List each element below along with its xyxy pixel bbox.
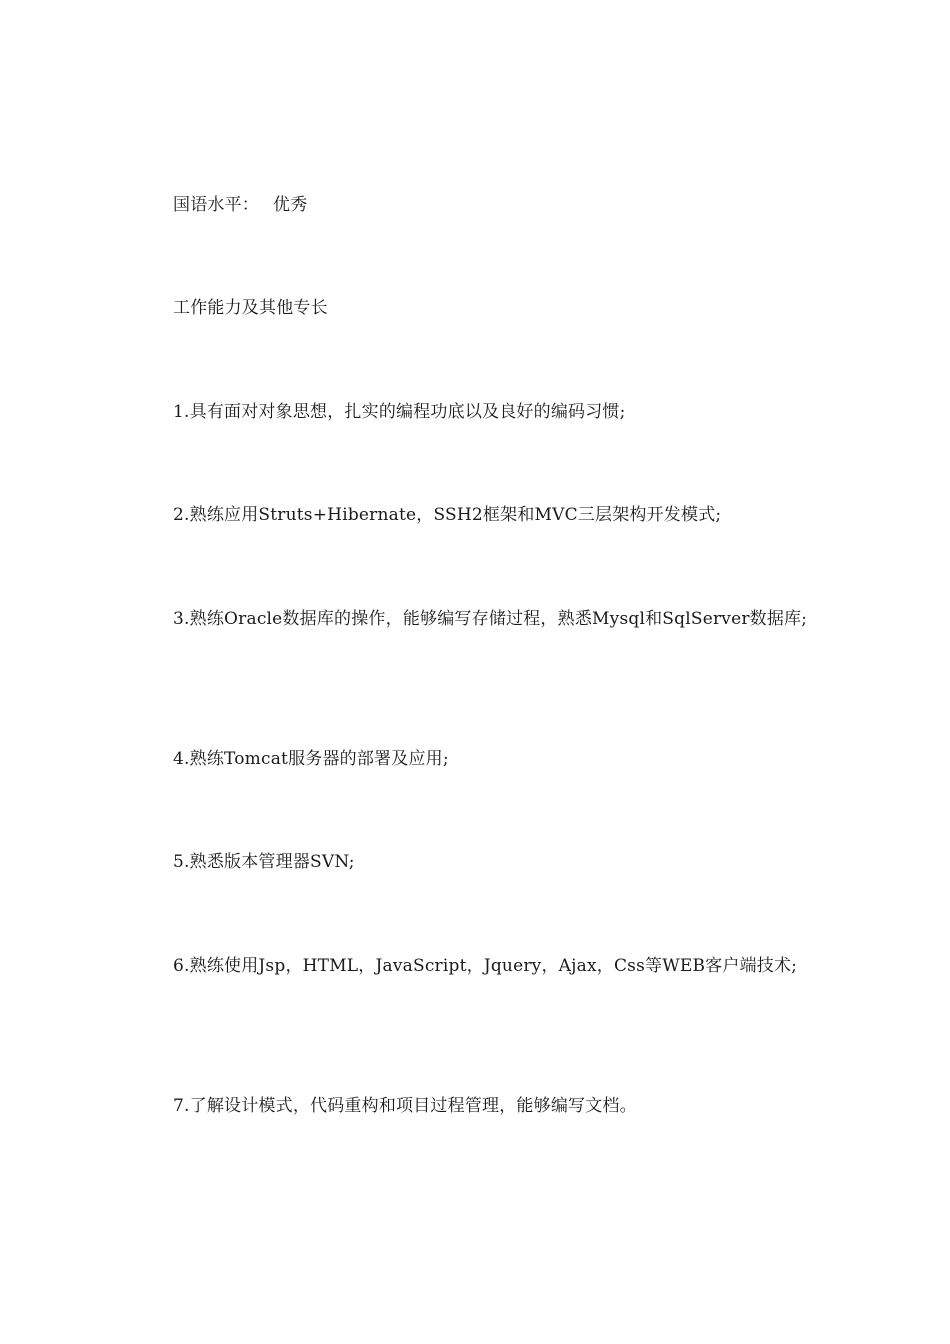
language-level-line [144, 188, 810, 222]
skill-item-5: 5.熟悉版本管理器SVN; [173, 852, 355, 872]
language-level-value: 优秀 [273, 195, 308, 215]
skill-item-6: 6.熟练使用Jsp，HTML，JavaScript，Jquery，Ajax，Css等WEB客户端技术; [173, 956, 798, 976]
skill-item-3: 3.熟练Oracle数据库的操作，能够编写存储过程，熟悉Mysql和SqlServer数据库; [173, 609, 808, 629]
skill-item-7: 7.了解设计模式，代码重构和项目过程管理，能够编写文档。 [173, 1096, 637, 1116]
section-title: 工作能力及其他专长 [173, 298, 328, 318]
skill-item-4: 4.熟练Tomcat服务器的部署及应用; [173, 749, 449, 769]
language-level-label: 国语水平： [173, 195, 259, 215]
skill-item-1: 1.具有面对对象思想，扎实的编程功底以及良好的编码习惯; [173, 402, 626, 422]
skill-item-2: 2.熟练应用Struts+Hibernate，SSH2框架和MVC三层架构开发模式; [173, 505, 722, 525]
